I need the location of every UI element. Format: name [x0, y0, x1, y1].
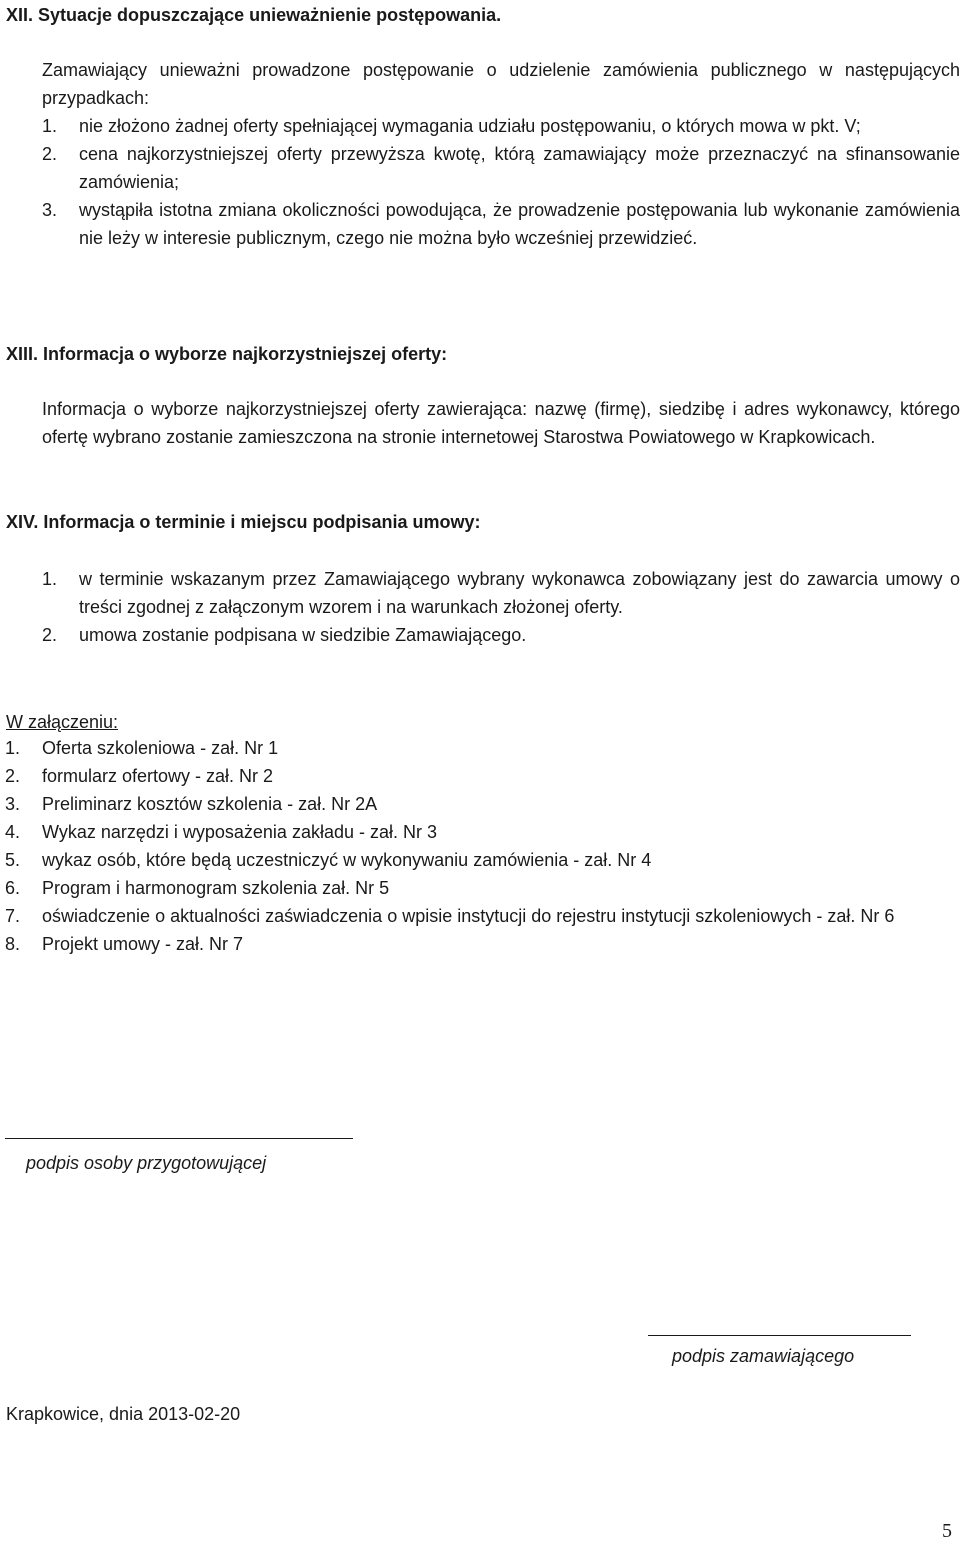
- attachment-item: [5, 846, 960, 874]
- attachment-item: [5, 874, 960, 902]
- section-13-text: Informacja o wyborze najkorzystniejszej oferty zawierająca: nazwę (firmę), siedzibę i adres wykonawcy, którego ofertę wybrano zostanie zamieszczona na stronie internetowej Starostwa Powiatowego w Krapkowicach.: [42, 399, 960, 447]
- list-item-text: wystąpiła istotna zmiana okoliczności powodująca, że prowadzenie postępowania lub wykonanie zamówienia nie leży w interesie publicznym, czego nie można było wcześniej przewidzieć.: [79, 200, 960, 248]
- section-13-heading: XIII. Informacja o wyborze najkorzystniejszej oferty:: [6, 344, 448, 364]
- attachment-text: Program i harmonogram szkolenia zał. Nr 5: [42, 878, 390, 898]
- preparer-signature-label: podpis osoby przygotowującej: [26, 1153, 267, 1173]
- list-item: [42, 621, 960, 649]
- section-14-heading: XIV. Informacja o terminie i miejscu podpisania umowy:: [6, 512, 481, 532]
- attachment-number: 5.: [5, 850, 21, 870]
- contracting-signature-line: [648, 1335, 911, 1336]
- section-14-list: [42, 565, 960, 649]
- list-item: [42, 565, 960, 621]
- attachment-item: [5, 930, 960, 958]
- section-12-intro: Zamawiający unieważni prowadzone postępowanie o udzielenie zamówienia publicznego w następujących przypadkach:: [42, 60, 960, 108]
- list-item: [42, 140, 960, 196]
- attachment-text: Oferta szkoleniowa - zał. Nr 1: [42, 738, 279, 758]
- attachment-item: [5, 790, 960, 818]
- attachment-number: 1.: [5, 738, 21, 758]
- attachment-item: [5, 818, 960, 846]
- attachment-text: wykaz osób, które będą uczestniczyć w wykonywaniu zamówienia - zał. Nr 4: [42, 850, 652, 870]
- attachment-number: 4.: [5, 822, 21, 842]
- attachment-text: formularz ofertowy - zał. Nr 2: [42, 766, 274, 786]
- list-item-number: 1.: [42, 116, 58, 136]
- list-item-number: 3.: [42, 200, 58, 220]
- attachment-number: 8.: [5, 934, 21, 954]
- attachment-text: Projekt umowy - zał. Nr 7: [42, 934, 244, 954]
- list-item-number: 1.: [42, 569, 58, 589]
- list-item-text: w terminie wskazanym przez Zamawiającego wybrany wykonawca zobowiązany jest do zawarcia umowy o treści zgodnej z załączonym wzorem i na warunkach złożonej oferty.: [79, 569, 960, 617]
- list-item: [42, 196, 960, 252]
- attachment-number: 2.: [5, 766, 21, 786]
- attachment-item: [5, 762, 960, 790]
- attachment-number: 7.: [5, 906, 21, 926]
- section-12-heading: XII. Sytuacje dopuszczające unieważnienie postępowania.: [6, 5, 502, 25]
- section-12-list: [42, 112, 960, 252]
- list-item-text: nie złożono żadnej oferty spełniającej wymagania udziału postępowaniu, o których mowa w pkt. V;: [79, 116, 861, 136]
- list-item-number: 2.: [42, 625, 58, 645]
- list-item-text: umowa zostanie podpisana w siedzibie Zamawiającego.: [79, 625, 527, 645]
- list-item-number: 2.: [42, 144, 58, 164]
- list-item: [42, 112, 960, 140]
- list-item-text: cena najkorzystniejszej oferty przewyższa kwotę, którą zamawiający może przeznaczyć na sfinansowanie zamówienia;: [79, 144, 960, 192]
- page-number: 5: [942, 1520, 952, 1542]
- attachment-item: [5, 902, 960, 930]
- attachment-text: Preliminarz kosztów szkolenia - zał. Nr 2A: [42, 794, 378, 814]
- attachment-text: Wykaz narzędzi i wyposażenia zakładu - zał. Nr 3: [42, 822, 437, 842]
- attachments-title: W załączeniu:: [6, 712, 119, 732]
- preparer-signature-line: [5, 1138, 353, 1139]
- attachment-text: oświadczenie o aktualności zaświadczenia o wpisie instytucji do rejestru instytucji szkoleniowych - zał. Nr 6: [42, 906, 895, 926]
- attachment-number: 3.: [5, 794, 21, 814]
- contracting-signature-label: podpis zamawiającego: [672, 1346, 855, 1366]
- place-and-date: Krapkowice, dnia 2013-02-20: [6, 1404, 241, 1424]
- attachment-item: [5, 734, 960, 762]
- attachment-number: 6.: [5, 878, 21, 898]
- attachments-list: [5, 734, 960, 958]
